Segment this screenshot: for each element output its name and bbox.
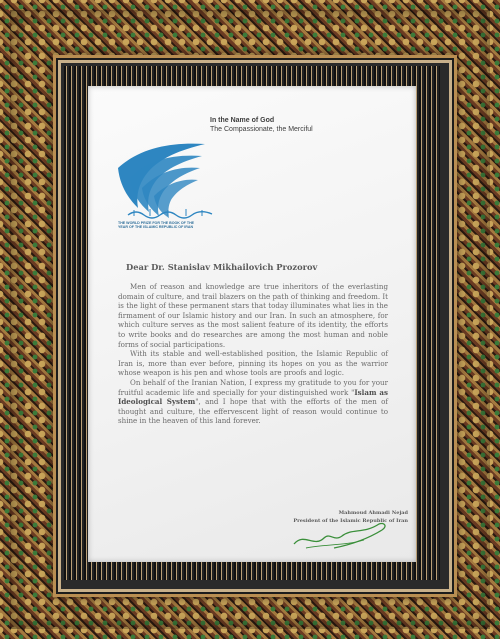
book-title: Islam as Ideological System <box>118 387 388 407</box>
letter-body <box>118 282 388 426</box>
religious-heading <box>210 116 410 134</box>
certificate-paper <box>88 86 416 562</box>
logo-persian-text <box>126 204 216 216</box>
signatory-role: President of the Islamic Republic of Iran <box>293 518 408 524</box>
logo-caption-line-1: THE WORLD PRIZE FOR THE BOOK OF THE <box>118 221 195 225</box>
heading-line-1: In the Name of God <box>210 117 275 124</box>
signatory-name: Mahmoud Ahmadi Nejad <box>338 510 408 516</box>
paragraph-2: With its stable and well-established position, the Islamic Republic of Iran is, more than ever before, pinning its hopes on you as the warrior whose weapon is his pen and whose tools are proofs and logic. <box>118 349 388 378</box>
logo-caption <box>118 221 228 230</box>
letter-salutation: Dear Dr. Stanislav Mikhailovich Prozorov <box>126 262 318 272</box>
persian-calligraphy-icon <box>126 207 216 219</box>
paragraph-1: Men of reason and knowledge are true inheritors of the everlasting domain of culture, and trail blazers on the path of thinking and freedom. It is the light of these permanent stars that today illuminates what lies in the firmament of our Islamic history and our Iran. In such an atmosphere, for which culture serves as the most salient feature of its identity, the efforts to write books and do researches are among the most human and noble forms of social participations. <box>118 282 388 349</box>
paragraph-3-start: On behalf of the Iranian Nation, I express my gratitude to you for your fruitful academic life and specially for your distinguished work " <box>118 377 388 397</box>
paragraph-3 <box>118 378 388 426</box>
paragraph-3-end: ", and I hope that with the efforts of the men of thought and culture, the effervescent light of reason would continue to shine in the heaven of this land forever. <box>118 397 388 426</box>
heading-line-2: The Compassionate, the Merciful <box>210 126 313 133</box>
logo-caption-line-2: YEAR OF THE ISLAMIC REPUBLIC OF IRAN <box>118 225 194 230</box>
handwritten-signature-icon <box>284 514 404 554</box>
